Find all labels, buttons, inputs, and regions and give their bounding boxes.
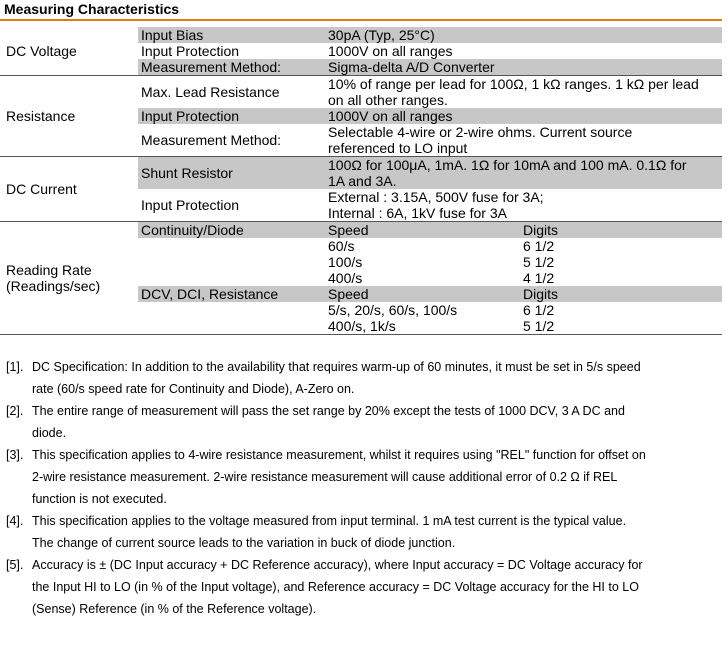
param-cell: Input Bias bbox=[141, 27, 204, 43]
param-cell: Input Protection bbox=[141, 197, 240, 213]
value-line: 100Ω for 100μA, 1mA. 1Ω for 10mA and 100 mA. 0.1Ω for bbox=[328, 157, 687, 173]
footnote-line: The change of current source leads to the variation in buck of diode junction. bbox=[32, 536, 456, 550]
table-row bbox=[138, 43, 722, 59]
speed-value: 60/s bbox=[328, 238, 355, 254]
value-cell: 30pA (Typ, 25°C) bbox=[328, 27, 435, 43]
table-row bbox=[138, 124, 722, 156]
digits-value: 5 1/2 bbox=[523, 318, 555, 334]
table-row bbox=[138, 238, 722, 254]
footnote-text bbox=[32, 510, 706, 554]
group-label: DC Voltage bbox=[6, 43, 77, 59]
table-row bbox=[138, 157, 722, 189]
value-cell: Sigma-delta A/D Converter bbox=[328, 59, 495, 75]
digits-value: 4 1/2 bbox=[523, 270, 555, 286]
group-dc-voltage bbox=[0, 27, 722, 76]
table-row bbox=[138, 108, 722, 124]
param-cell: Input Protection bbox=[141, 108, 240, 124]
footnote-text bbox=[32, 356, 706, 400]
param-cell: Shunt Resistor bbox=[141, 165, 233, 181]
group-label-line: Reading Rate bbox=[6, 262, 92, 278]
section-title: Measuring Characteristics bbox=[4, 1, 180, 17]
speed-header: Speed bbox=[328, 222, 369, 238]
group-reading-rate bbox=[0, 222, 722, 335]
value-line: referenced to LO input bbox=[328, 140, 468, 156]
table-row bbox=[138, 222, 722, 238]
param-cell: Measurement Method: bbox=[141, 59, 282, 75]
spec-table bbox=[0, 27, 722, 335]
digits-header: Digits bbox=[523, 286, 559, 302]
value-cell: 1000V on all ranges bbox=[328, 43, 453, 59]
value-cell bbox=[328, 157, 722, 189]
value-cell: 1000V on all ranges bbox=[328, 108, 453, 124]
footnotes bbox=[6, 356, 706, 620]
footnote bbox=[6, 400, 706, 444]
value-cell bbox=[328, 189, 722, 221]
title-rule bbox=[0, 19, 722, 21]
speed-header: Speed bbox=[328, 286, 369, 302]
group-resistance bbox=[0, 76, 722, 157]
footnote-number: [1]. bbox=[6, 360, 24, 374]
footnote bbox=[6, 510, 706, 554]
footnote bbox=[6, 554, 706, 620]
table-row bbox=[138, 76, 722, 108]
table-row bbox=[138, 270, 722, 286]
footnote-line: This specification applies to the voltage measured from input terminal. 1 mA test current is the typical value. bbox=[32, 514, 627, 528]
value-cell bbox=[328, 76, 722, 108]
digits-value: 6 1/2 bbox=[523, 238, 555, 254]
footnote-line: This specification applies to 4-wire resistance measurement, whilst it requires using "REL" function for offset on bbox=[32, 448, 646, 462]
value-line: 10% of range per lead for 100Ω, 1 kΩ ranges. 1 kΩ per lead bbox=[328, 76, 699, 92]
footnote-text bbox=[32, 444, 706, 510]
speed-value: 100/s bbox=[328, 254, 363, 270]
group-label-line: (Readings/sec) bbox=[6, 278, 101, 294]
footnote-line: rate (60/s speed rate for Continuity and Diode), A-Zero on. bbox=[32, 382, 355, 396]
footnote-line: The entire range of measurement will pass the set range by 20% except the tests of 1000 DCV, 3 A DC and bbox=[32, 404, 625, 418]
footnote-line: function is not executed. bbox=[32, 492, 167, 506]
footnote-text bbox=[32, 400, 706, 444]
table-row bbox=[138, 318, 722, 334]
param-cell: Input Protection bbox=[141, 43, 240, 59]
param-cell: Max. Lead Resistance bbox=[141, 84, 280, 100]
group-label bbox=[6, 222, 134, 334]
footnote-line: 2-wire resistance measurement. 2-wire resistance measurement will cause additional error of 0.2 Ω if REL bbox=[32, 470, 618, 484]
value-cell bbox=[328, 124, 722, 156]
footnote bbox=[6, 356, 706, 400]
value-line: on all other ranges. bbox=[328, 92, 448, 108]
footnote-text bbox=[32, 554, 706, 620]
value-line: Selectable 4-wire or 2-wire ohms. Current source bbox=[328, 124, 633, 140]
speed-value: 5/s, 20/s, 60/s, 100/s bbox=[328, 302, 458, 318]
speed-value: 400/s bbox=[328, 270, 363, 286]
digits-value: 5 1/2 bbox=[523, 254, 555, 270]
speed-value: 400/s, 1k/s bbox=[328, 318, 396, 334]
footnote-line: the Input HI to LO (in % of the Input voltage), and Reference accuracy = DC Voltage accuracy for the HI to LO bbox=[32, 580, 639, 594]
param-cell: DCV, DCI, Resistance bbox=[141, 286, 279, 302]
value-line: 1A and 3A. bbox=[328, 173, 397, 189]
digits-value: 6 1/2 bbox=[523, 302, 555, 318]
footnote-line: DC Specification: In addition to the availability that requires warm-up of 60 minutes, it must be set in 5/s speed bbox=[32, 360, 641, 374]
footnote-line: Accuracy is ± (DC Input accuracy + DC Reference accuracy), where Input accuracy = DC Voltage accuracy for bbox=[32, 558, 643, 572]
digits-header: Digits bbox=[523, 222, 559, 238]
param-cell: Continuity/Diode bbox=[141, 222, 244, 238]
table-row bbox=[138, 189, 722, 221]
group-label: DC Current bbox=[6, 181, 77, 197]
table-row bbox=[138, 302, 722, 318]
value-line: Internal : 6A, 1kV fuse for 3A bbox=[328, 205, 507, 221]
group-dc-current bbox=[0, 157, 722, 222]
footnote-number: [5]. bbox=[6, 558, 24, 572]
footnote-line: diode. bbox=[32, 426, 67, 440]
table-row bbox=[138, 254, 722, 270]
footnote-number: [3]. bbox=[6, 448, 24, 462]
footnote-number: [2]. bbox=[6, 404, 24, 418]
table-row bbox=[138, 286, 722, 302]
table-row bbox=[138, 59, 722, 75]
value-line: External : 3.15A, 500V fuse for 3A; bbox=[328, 189, 544, 205]
footnote-line: (Sense) Reference (in % of the Reference voltage). bbox=[32, 602, 317, 616]
footnote bbox=[6, 444, 706, 510]
param-cell: Measurement Method: bbox=[141, 132, 282, 148]
group-label: Resistance bbox=[6, 108, 76, 124]
table-row bbox=[138, 27, 722, 43]
footnote-number: [4]. bbox=[6, 514, 24, 528]
